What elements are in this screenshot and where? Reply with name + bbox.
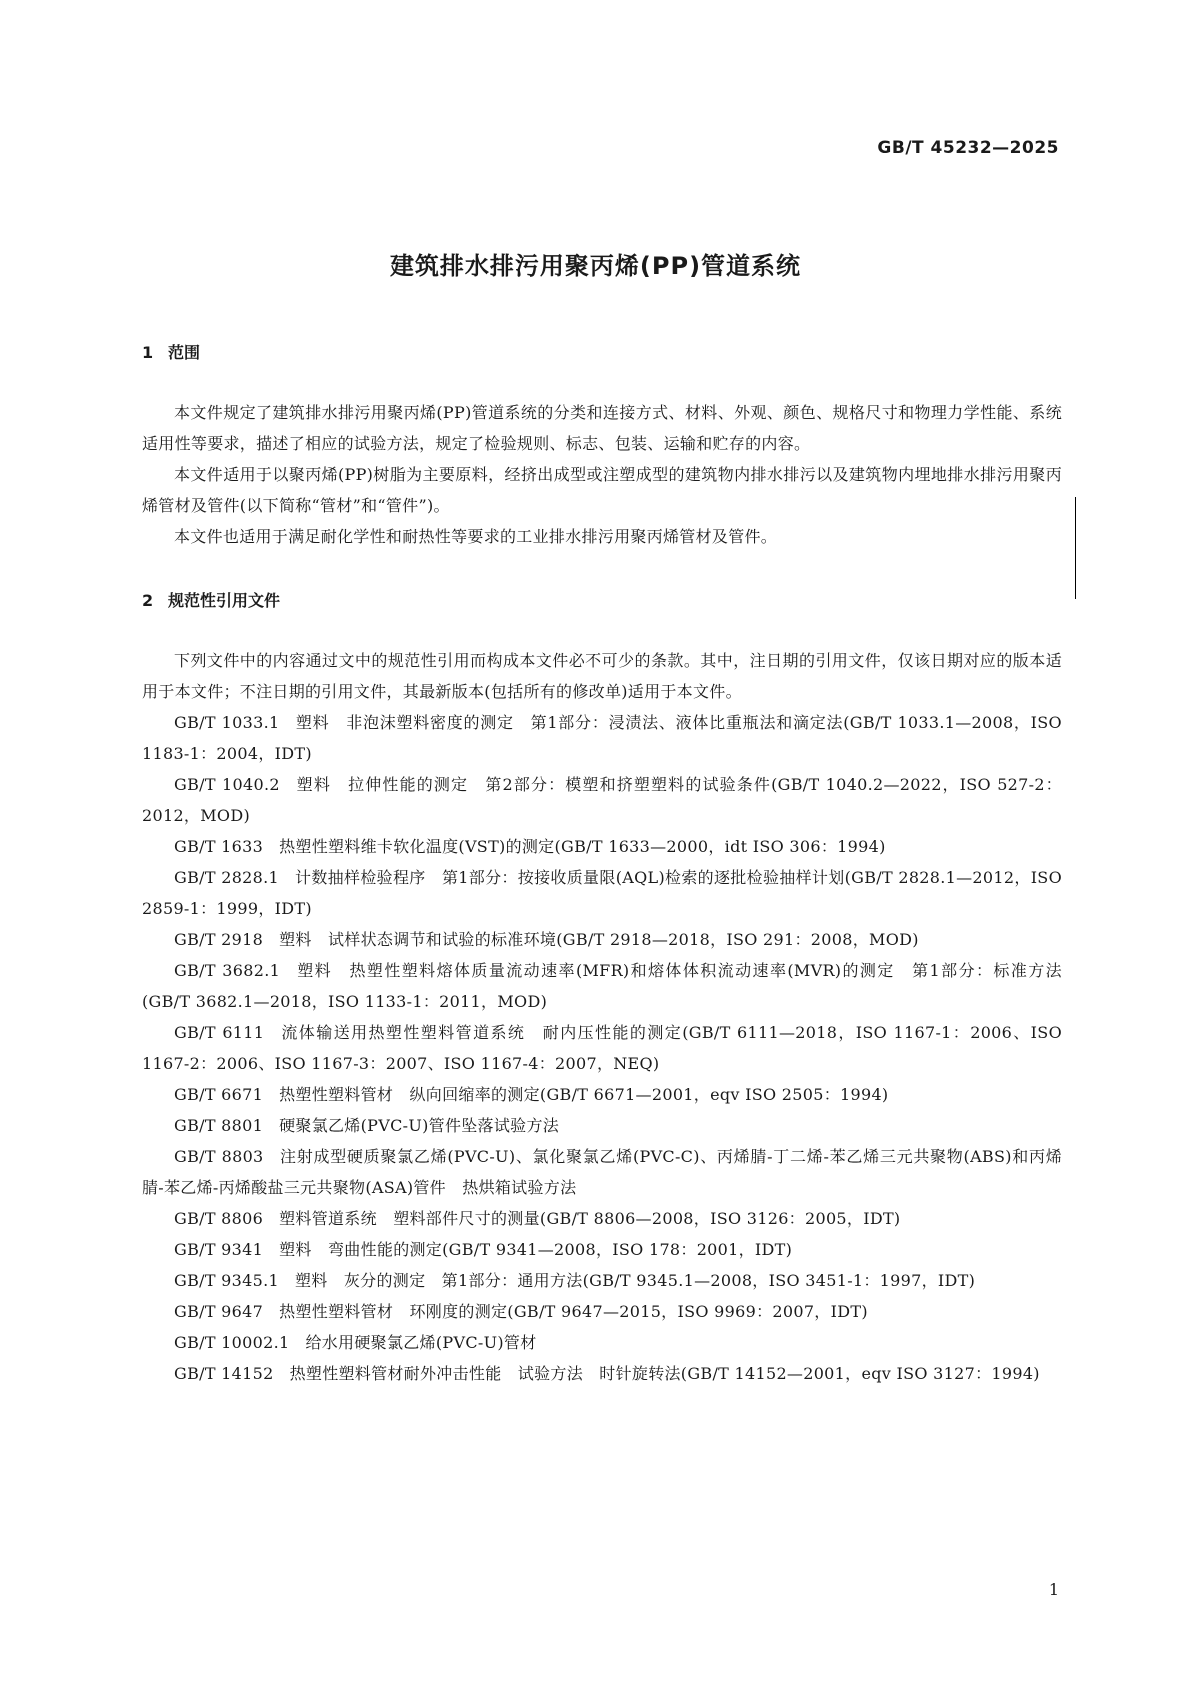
reference-text: 给水用硬聚氯乙烯(PVC-U)管材 xyxy=(305,1333,537,1352)
section-title: 范围 xyxy=(168,343,201,362)
reference-text: 塑料 弯曲性能的测定(GB/T 9341—2008，ISO 178：2001，IDT) xyxy=(279,1240,793,1259)
reference-text: 硬聚氯乙烯(PVC-U)管件坠落试验方法 xyxy=(279,1116,560,1135)
section-title: 规范性引用文件 xyxy=(168,591,281,610)
reference-item xyxy=(142,1327,1062,1358)
reference-text: 塑料 热塑性塑料熔体质量流动速率(MFR)和熔体体积流动速率(MVR)的测定 第1部分：标准方法(GB/T 3682.1—2018，ISO 1133-1：2011，MOD) xyxy=(142,961,1062,1011)
reference-text: 热塑性塑料管材 纵向回缩率的测定(GB/T 6671—2001，eqv ISO 2505：1994) xyxy=(279,1085,889,1104)
reference-code: GB/T 8806 xyxy=(174,1209,264,1228)
reference-code: GB/T 9341 xyxy=(174,1240,264,1259)
paragraph: 本文件规定了建筑排水排污用聚丙烯(PP)管道系统的分类和连接方式、材料、外观、颜色、规格尺寸和物理力学性能、系统适用性等要求，描述了相应的试验方法，规定了检验规则、标志、包装、运输和贮存的内容。 xyxy=(142,403,1062,453)
reference-item xyxy=(142,1110,1062,1141)
document-title: 建筑排水排污用聚丙烯(PP)管道系统 xyxy=(389,252,802,280)
reference-item xyxy=(142,955,1062,1017)
section-heading-scope xyxy=(142,340,1062,363)
reference-code: GB/T 9345.1 xyxy=(174,1271,279,1290)
reference-item xyxy=(142,831,1062,862)
reference-code: GB/T 9647 xyxy=(174,1302,264,1321)
reference-item xyxy=(142,1296,1062,1327)
reference-code: GB/T 8801 xyxy=(174,1116,264,1135)
reference-text: 塑料 灰分的测定 第1部分：通用方法(GB/T 9345.1—2008，ISO 3451-1：1997，IDT) xyxy=(294,1271,976,1290)
reference-text: 热塑性塑料管材 环刚度的测定(GB/T 9647—2015，ISO 9969：2007，IDT) xyxy=(279,1302,868,1321)
reference-item xyxy=(142,862,1062,924)
change-bar xyxy=(1075,497,1076,599)
reference-item xyxy=(142,1234,1062,1265)
reference-item xyxy=(142,1203,1062,1234)
reference-text: 塑料 非泡沫塑料密度的测定 第1部分：浸渍法、液体比重瓶法和滴定法(GB/T 1033.1—2008，ISO 1183-1：2004，IDT) xyxy=(142,713,1062,763)
reference-text: 热塑性塑料维卡软化温度(VST)的测定(GB/T 1633—2000，idt ISO 306：1994) xyxy=(279,837,886,856)
section-number: 1 xyxy=(142,343,154,362)
reference-item xyxy=(142,1017,1062,1079)
reference-text: 流体输送用热塑性塑料管道系统 耐内压性能的测定(GB/T 6111—2018，ISO 1167-1：2006、ISO 1167-2：2006、ISO 1167-3：2007、ISO 1167-4：2007，NEQ) xyxy=(142,1023,1062,1073)
reference-list xyxy=(142,707,1062,1389)
section-heading-normative-references xyxy=(142,588,1062,611)
reference-item xyxy=(142,1265,1062,1296)
reference-code: GB/T 3682.1 xyxy=(174,961,281,980)
document-code: GB/T 45232—2025 xyxy=(877,138,1059,158)
paragraph: 本文件也适用于满足耐化学性和耐热性等要求的工业排水排污用聚丙烯管材及管件。 xyxy=(174,527,778,546)
reference-text: 热塑性塑料管材耐外冲击性能 试验方法 时针旋转法(GB/T 14152—2001，eqv ISO 3127：1994) xyxy=(289,1364,1040,1383)
reference-code: GB/T 1633 xyxy=(174,837,264,856)
reference-code: GB/T 14152 xyxy=(174,1364,274,1383)
paragraph: 本文件适用于以聚丙烯(PP)树脂为主要原料，经挤出成型或注塑成型的建筑物内排水排污以及建筑物内埋地排水排污用聚丙烯管材及管件(以下简称“管材”和“管件”)。 xyxy=(142,465,1062,515)
reference-text: 计数抽样检验程序 第1部分：按接收质量限(AQL)检索的逐批检验抽样计划(GB/T 2828.1—2012，ISO 2859-1：1999，IDT) xyxy=(142,868,1062,918)
reference-item xyxy=(142,769,1062,831)
reference-item xyxy=(142,1358,1062,1389)
section-number: 2 xyxy=(142,591,154,610)
reference-code: GB/T 1033.1 xyxy=(174,713,280,732)
paragraph: 下列文件中的内容通过文中的规范性引用而构成本文件必不可少的条款。其中，注日期的引用文件，仅该日期对应的版本适用于本文件；不注日期的引用文件，其最新版本(包括所有的修改单)适用于本文件。 xyxy=(142,651,1062,701)
reference-item xyxy=(142,1141,1062,1203)
reference-code: GB/T 8803 xyxy=(174,1147,264,1166)
reference-text: 塑料管道系统 塑料部件尺寸的测量(GB/T 8806—2008，ISO 3126：2005，IDT) xyxy=(279,1209,901,1228)
reference-code: GB/T 6111 xyxy=(174,1023,265,1042)
reference-item xyxy=(142,1079,1062,1110)
reference-text: 注射成型硬质聚氯乙烯(PVC-U)、氯化聚氯乙烯(PVC-C)、丙烯腈-丁二烯-苯乙烯三元共聚物(ABS)和丙烯腈-苯乙烯-丙烯酸盐三元共聚物(ASA)管件 热烘箱试验方法 xyxy=(142,1147,1062,1197)
reference-text: 塑料 试样状态调节和试验的标准环境(GB/T 2918—2018，ISO 291：2008，MOD) xyxy=(279,930,919,949)
reference-code: GB/T 6671 xyxy=(174,1085,264,1104)
page-number: 1 xyxy=(1048,1580,1059,1599)
reference-code: GB/T 2828.1 xyxy=(174,868,279,887)
reference-item xyxy=(142,707,1062,769)
reference-text: 塑料 拉伸性能的测定 第2部分：模塑和挤塑塑料的试验条件(GB/T 1040.2—2022，ISO 527-2：2012，MOD) xyxy=(142,775,1062,825)
reference-code: GB/T 2918 xyxy=(174,930,264,949)
document-body xyxy=(142,340,1062,1389)
reference-item xyxy=(142,924,1062,955)
reference-code: GB/T 1040.2 xyxy=(174,775,280,794)
reference-code: GB/T 10002.1 xyxy=(174,1333,290,1352)
